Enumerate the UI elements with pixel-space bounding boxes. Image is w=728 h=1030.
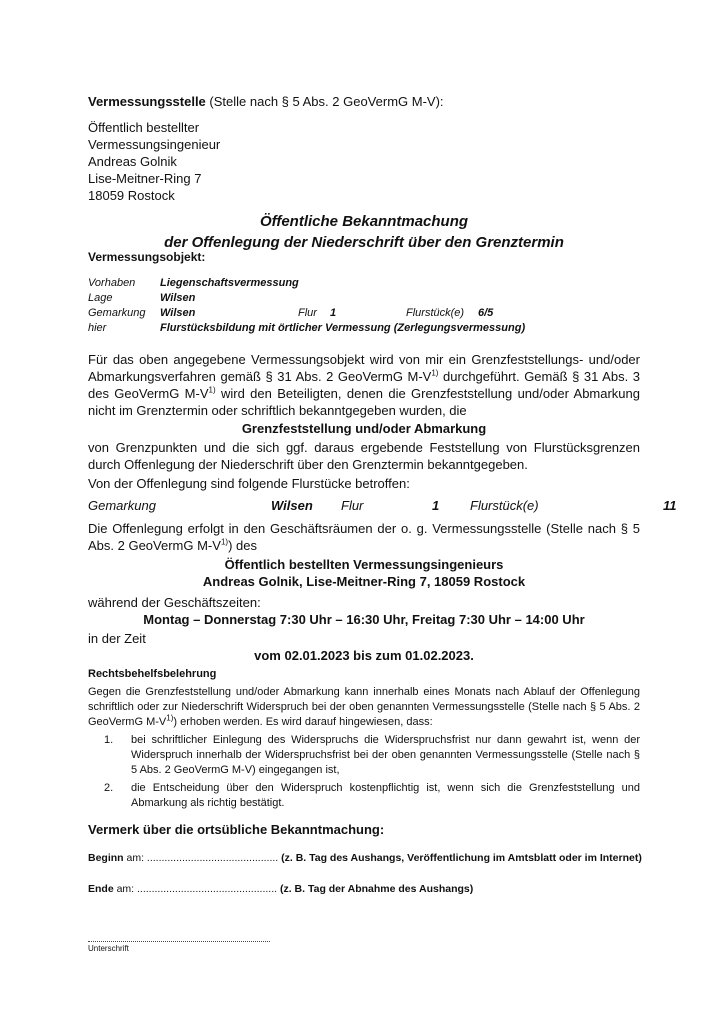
hier-label: hier: [88, 322, 107, 334]
title-line-2: der Offenlegung der Niederschrift über den Grenztermin: [164, 234, 564, 251]
center-vermessungsingenieur: Öffentlich bestellten Vermessungsingenieurs: [224, 557, 504, 572]
paragraph-in-der-zeit: in der Zeit: [88, 631, 146, 646]
address-line: Öffentlich bestellter: [88, 120, 200, 135]
paragraph-intro: Für das oben angegebene Vermessungsobjekt wird von mir ein Grenzfeststellungs- und/oder Abmarkungsverfahren gemäß § 31 Abs. 2 GeoVermG $M-V^{1)}$ durchgeführt. Gemäß § 31 Abs. 3 des GeoVermG $M-V^{1)}$ wird den Beteiligten, denen die Grenzfeststellung und/oder Abmarkung nicht im Grenztermin oder schriftlich bekanntgegeben wurden, die: [88, 352, 640, 418]
hier-value: Flurstücksbildung mit örtlicher Vermessung (Zerlegungsvermessung): [160, 322, 526, 334]
row-flur-value: 1: [432, 498, 440, 513]
rechtsbehelf-text: Gegen die Grenzfeststellung und/oder Abmarkung kann innerhalb eines Monats nach Ablauf der Offenlegung schriftlich oder zur Niederschrift Widerspruch bei der oben genannten Vermessungsstelle (Stelle nach § 5 Abs. 2 GeoVermG $M-V^{1)}$) erhoben werden. Es wird darauf hingewiesen, dass:: [88, 686, 640, 728]
rechtsbehelf-list: [104, 733, 640, 811]
row-flurstueck-label: Flurstück(e): [470, 498, 539, 513]
address-line: 18059 Rostock: [88, 188, 175, 203]
flurstueck-row: [88, 497, 678, 514]
gemarkung-value: Wilsen: [160, 307, 196, 319]
gemarkung-label: Gemarkung: [88, 307, 146, 319]
address-line: Lise-Meitner-Ring 7: [88, 171, 202, 186]
vermessungsstelle-label: Vermessungsstelle (Stelle nach § 5 Abs. 2 GeoVermG M-V):: [88, 94, 444, 109]
row-flurstueck-value: 11: [663, 498, 677, 513]
title-line-1: Öffentliche Bekanntmachung: [259, 213, 469, 230]
address-line: Andreas Golnik: [88, 154, 177, 169]
lage-value: Wilsen: [160, 292, 196, 304]
rechtsbehelf-heading: Rechtsbehelfsbelehrung: [88, 668, 217, 680]
flurstueck-value: 6/5: [478, 307, 494, 319]
lage-label: Lage: [88, 292, 113, 304]
vermerk-beginn: Beginn am: ............................................. (z. B. Tag des Aushangs, Veröffentlichung im Amtsblatt oder im Internet): [88, 852, 642, 864]
vorhaben-value: Liegenschaftsvermessung: [160, 277, 299, 289]
list-item: 2. die Entscheidung über den Widerspruch kostenpflichtig ist, wenn sich die Grenzfeststellung und Abmarkung als richtig bestätigt.: [104, 782, 640, 809]
flurstueck-label: Flurstück(e): [406, 307, 465, 319]
center-grenzfeststellung: Grenzfeststellung und/oder Abmarkung: [241, 421, 487, 436]
center-datum: vom 02.01.2023 bis zum 01.02.2023.: [254, 648, 474, 663]
row-flur-label: Flur: [341, 498, 364, 513]
paragraph-grenzpunkte: von Grenzpunkten und die sich ggf. daraus ergebende Feststellung von Flurstücksgrenzen durch Offenlegung der Niederschrift über den Grenztermin bekanntgegeben.: [88, 440, 640, 472]
row-gemarkung-label: Gemarkung: [88, 498, 156, 513]
paragraph-geschaeftszeiten: während der Geschäftszeiten:: [88, 595, 261, 610]
paragraph-betroffen: Von der Offenlegung sind folgende Flurstücke betroffen:: [88, 476, 410, 491]
vorhaben-label: Vorhaben: [88, 277, 136, 289]
center-address: Andreas Golnik, Lise-Meitner-Ring 7, 18059 Rostock: [202, 574, 526, 589]
list-item: 1. bei schriftlicher Einlegung des Widerspruchs die Widerspruchsfrist nur dann gewahrt ist, wenn der Widerspruch innerhalb der Widerspruchsfrist bei der oben genannten Vermessungsstelle (Stelle nach § 5 Abs. 2 GeoVermG M-V) eingegangen ist,: [104, 734, 640, 776]
vermerk-heading: Vermerk über die ortsübliche Bekanntmachung:: [88, 822, 385, 837]
address-line: Vermessungsingenieur: [88, 137, 221, 152]
flur-label: Flur: [298, 307, 317, 319]
center-zeiten: Montag – Donnerstag 7:30 Uhr – 16:30 Uhr, Freitag 7:30 Uhr – 14:00 Uhr: [143, 612, 585, 627]
address-block: [88, 119, 220, 204]
row-gemarkung-value: Wilsen: [271, 498, 313, 513]
signature-line: [88, 941, 270, 942]
flur-value: 1: [330, 307, 337, 319]
paragraph-offenlegung: Die Offenlegung erfolgt in den Geschäftsräumen der o. g. Vermessungsstelle (Stelle nach § 5 Abs. 2 GeoVermG $M-V^{1)}$) des: [88, 521, 640, 553]
vermerk-ende: Ende am: ................................................ (z. B. Tag der Abnahme des Aushangs): [88, 883, 474, 895]
objekt-heading: Vermessungsobjekt:: [88, 250, 206, 264]
signature-label: Unterschrift: [88, 944, 129, 953]
